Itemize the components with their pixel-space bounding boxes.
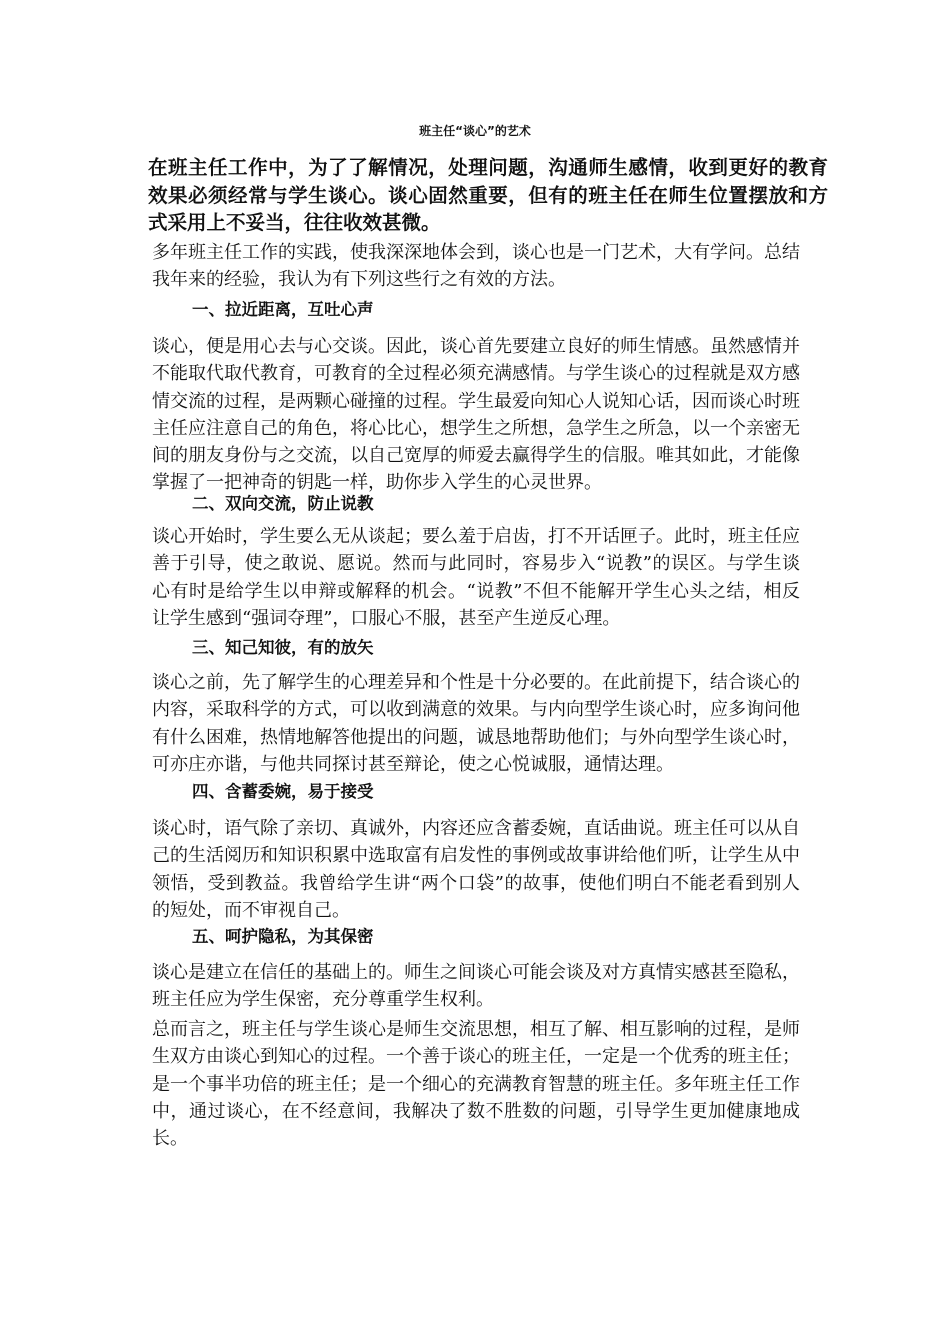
section-body-3: 谈心之前，先了解学生的心理差异和个性是十分必要的。在此前提下，结合谈心的内容，采取科学的方式，可以收到满意的效果。与内向型学生谈心时，应多询问他有什么困难，热情地解答他提出的问题，诚恳地帮助他们；与外向型学生谈心时，可亦庄亦谐，与他共同探讨甚至辩论，使之心悦诚服，通情达理。	[152, 672, 800, 775]
conclusion-paragraph: 总而言之，班主任与学生谈心是师生交流思想，相互了解、相互影响的过程，是师生双方由谈心到知心的过程。一个善于谈心的班主任，一定是一个优秀的班主任；是一个事半功倍的班主任；是一个细心的充满教育智慧的班主任。多年班主任工作中，通过谈心，在不经意间，我解决了数不胜数的问题，引导学生更加健康地成长。	[152, 1019, 800, 1150]
section-heading-3: 三、知己知彼，有的放矢	[192, 638, 374, 657]
section-body-4: 谈心时，语气除了亲切、真诚外，内容还应含蓄委婉，直话曲说。班主任可以从自己的生活阅历和知识积累中选取富有启发性的事例或故事讲给他们听，让学生从中领悟，受到教益。我曾给学生讲“两个口袋”的故事，使他们明白不能老看到别人的短处，而不审视自己。	[152, 818, 800, 921]
section-heading-4: 四、含蓄委婉，易于接受	[192, 782, 374, 801]
section-heading-1: 一、拉近距离，互吐心声	[192, 300, 374, 319]
section-heading-5: 五、呵护隐私，为其保密	[192, 927, 374, 946]
intro-paragraph: 在班主任工作中，为了了解情况，处理问题，沟通师生感情，收到更好的教育效果必须经常与学生谈心。谈心固然重要，但有的班主任在师生位置摆放和方式采用上不妥当，往往收效甚微。	[148, 156, 828, 234]
section-body-2: 谈心开始时，学生要么无从谈起；要么羞于启齿，打不开话匣子。此时，班主任应善于引导，使之敢说、愿说。然而与此同时，容易步入“说教”的误区。与学生谈心有时是给学生以申辩或解释的机会。“说教”不但不能解开学生心头之结，相反让学生感到“强词夺理”，口服心不服，甚至产生逆反心理。	[152, 526, 800, 629]
document-title: 班主任“谈心”的艺术	[419, 124, 531, 138]
opening-paragraph: 多年班主任工作的实践，使我深深地体会到，谈心也是一门艺术，大有学问。总结我年来的经验，我认为有下列这些行之有效的方法。	[152, 242, 800, 291]
section-body-1: 谈心，便是用心去与心交谈。因此，谈心首先要建立良好的师生情感。虽然感情并不能取代取代教育，可教育的全过程必须充满感情。与学生谈心的过程就是双方感情交流的过程，是两颗心碰撞的过程。学生最爱向知心人说知心话，因而谈心时班主任应注意自己的角色，将心比心，想学生之所想，急学生之所急，以一个亲密无间的朋友身份与之交流，以自己宽厚的师爱去赢得学生的信服。唯其如此，才能像掌握了一把神奇的钥匙一样，助你步入学生的心灵世界。	[152, 336, 800, 494]
section-heading-2: 二、双向交流，防止说教	[192, 494, 374, 513]
section-body-5: 谈心是建立在信任的基础上的。师生之间谈心可能会谈及对方真情实感甚至隐私，班主任应为学生保密，充分尊重学生权利。	[152, 962, 800, 1011]
